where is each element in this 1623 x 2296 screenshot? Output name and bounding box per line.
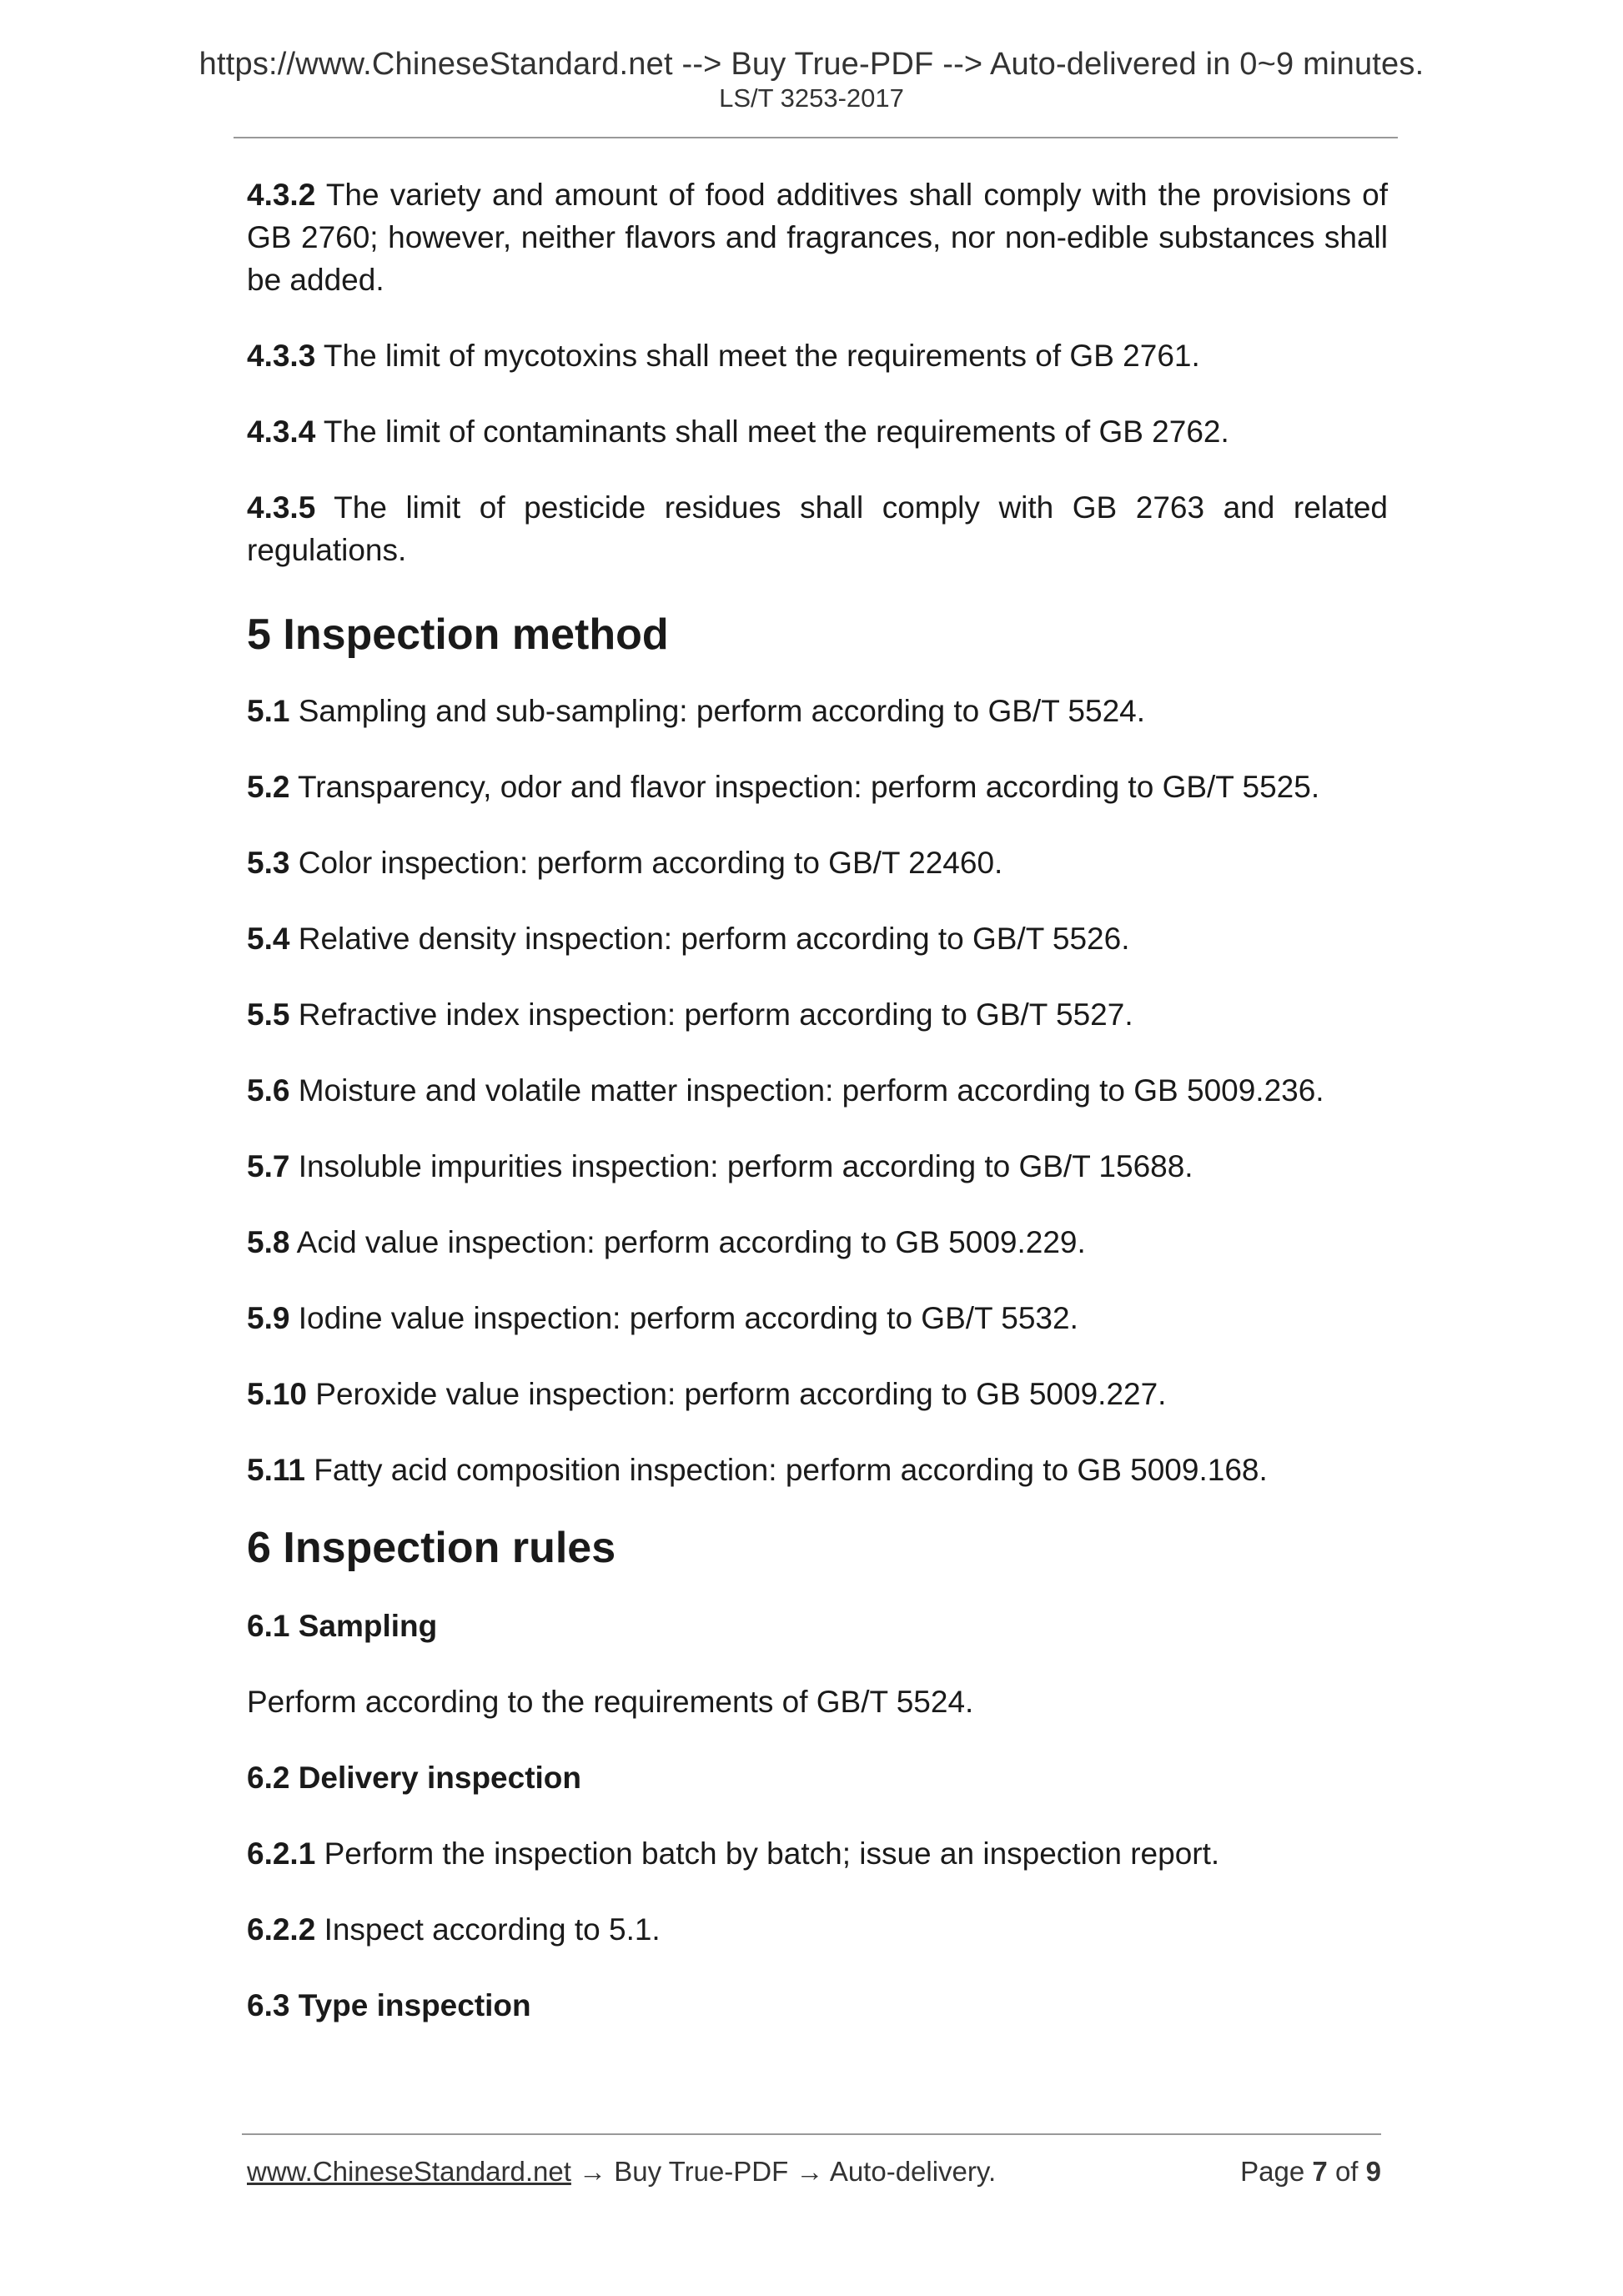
- clause-text: Color inspection: perform according to GB/T 22460.: [289, 846, 1003, 880]
- clause-number: 6.2.2: [247, 1912, 316, 1947]
- subsection-6-1-text: Perform according to the requirements of GB/T 5524.: [247, 1685, 974, 1719]
- clause-text: The variety and amount of food additives shall comply with the provisions of GB 2760; however, neither flavors and fragrances, nor non-edible substances shall be added.: [247, 178, 1388, 297]
- footer-divider: [242, 2133, 1381, 2135]
- clause-6-2-1: [247, 1832, 1388, 1875]
- clause-number: 5.10: [247, 1377, 308, 1411]
- clause-text: Sampling and sub-sampling: perform according to GB/T 5524.: [289, 694, 1146, 728]
- clause-number: 5.7: [247, 1149, 290, 1183]
- clause-number: 5.11: [247, 1453, 305, 1487]
- clause-number: 5.2: [247, 770, 290, 804]
- subsection-6-1-heading: 6.1 Sampling: [247, 1609, 438, 1643]
- clause-text: Peroxide value inspection: perform according to GB 5009.227.: [307, 1377, 1167, 1411]
- page-word: Page: [1240, 2156, 1313, 2187]
- page-content: [247, 173, 1388, 2027]
- total-pages: 9: [1365, 2156, 1381, 2187]
- clause-text: Perform the inspection batch by batch; issue an inspection report.: [315, 1836, 1220, 1871]
- subsection-6-2-heading: 6.2 Delivery inspection: [247, 1761, 582, 1795]
- clause-number: 4.3.5: [247, 490, 316, 525]
- list-item: [247, 842, 1388, 884]
- footer-left: [247, 2156, 996, 2188]
- list-item: [247, 1297, 1388, 1339]
- list-item: [247, 1069, 1388, 1112]
- footer-site-link[interactable]: www.ChineseStandard.net: [247, 2156, 571, 2187]
- list-item: [247, 1145, 1388, 1188]
- section-5-heading: 5 Inspection method: [247, 610, 669, 659]
- clause-number: 5.5: [247, 997, 290, 1032]
- list-item: [247, 917, 1388, 960]
- clause-number: 5.6: [247, 1073, 290, 1108]
- footer-tagline: → Buy True-PDF → Auto-delivery.: [570, 2156, 997, 2187]
- list-item: [247, 1449, 1388, 1491]
- clause-text: Acid value inspection: perform according to GB 5009.229.: [289, 1225, 1086, 1259]
- clause-text: The limit of pesticide residues shall comply with GB 2763 and related regulations.: [247, 490, 1388, 567]
- clause-text: Relative density inspection: perform according to GB/T 5526.: [289, 922, 1130, 956]
- clause-text: Insoluble impurities inspection: perform according to GB/T 15688.: [289, 1149, 1193, 1183]
- current-page: 7: [1312, 2156, 1328, 2187]
- clause-number: 4.3.3: [247, 339, 316, 373]
- clause-text: The limit of contaminants shall meet the requirements of GB 2762.: [315, 414, 1229, 449]
- clause-number: 4.3.2: [247, 178, 316, 212]
- clause-number: 4.3.4: [247, 414, 316, 449]
- section-6-heading: 6 Inspection rules: [247, 1524, 616, 1572]
- clause-number: 6.2.1: [247, 1836, 316, 1871]
- of-word: of: [1327, 2156, 1366, 2187]
- header-divider: [234, 137, 1398, 138]
- clause-6-2-2: [247, 1908, 1388, 1951]
- clause-text: Moisture and volatile matter inspection: perform according to GB 5009.236.: [289, 1073, 1324, 1108]
- list-item: [247, 690, 1388, 732]
- clause-4-3-2: [247, 173, 1388, 301]
- page-number: [1240, 2156, 1381, 2188]
- clause-number: 5.1: [247, 694, 290, 728]
- subsection-6-3-heading: 6.3 Type inspection: [247, 1988, 531, 2022]
- clause-4-3-5: [247, 486, 1388, 571]
- list-item: [247, 1221, 1388, 1264]
- list-item: [247, 993, 1388, 1036]
- clause-4-3-3: [247, 334, 1388, 377]
- clause-text: Refractive index inspection: perform according to GB/T 5527.: [289, 997, 1133, 1032]
- clause-text: Inspect according to 5.1.: [315, 1912, 661, 1947]
- clause-text: Iodine value inspection: perform according to GB/T 5532.: [289, 1301, 1078, 1335]
- list-item: [247, 1373, 1388, 1415]
- clause-number: 5.3: [247, 846, 290, 880]
- clause-number: 5.9: [247, 1301, 290, 1335]
- standard-code: LS/T 3253-2017: [719, 83, 904, 113]
- list-item: [247, 766, 1388, 808]
- clause-text: The limit of mycotoxins shall meet the requirements of GB 2761.: [315, 339, 1200, 373]
- header-url-line: https://www.ChineseStandard.net --> Buy True-PDF --> Auto-delivered in 0~9 minutes.: [198, 47, 1425, 82]
- clause-4-3-4: [247, 410, 1388, 453]
- section-5-list: [247, 690, 1388, 1491]
- clause-text: Transparency, odor and flavor inspection: perform according to GB/T 5525.: [289, 770, 1320, 804]
- clause-number: 5.4: [247, 922, 290, 956]
- clause-text: Fatty acid composition inspection: perform according to GB 5009.168.: [304, 1453, 1268, 1487]
- clause-number: 5.8: [247, 1225, 290, 1259]
